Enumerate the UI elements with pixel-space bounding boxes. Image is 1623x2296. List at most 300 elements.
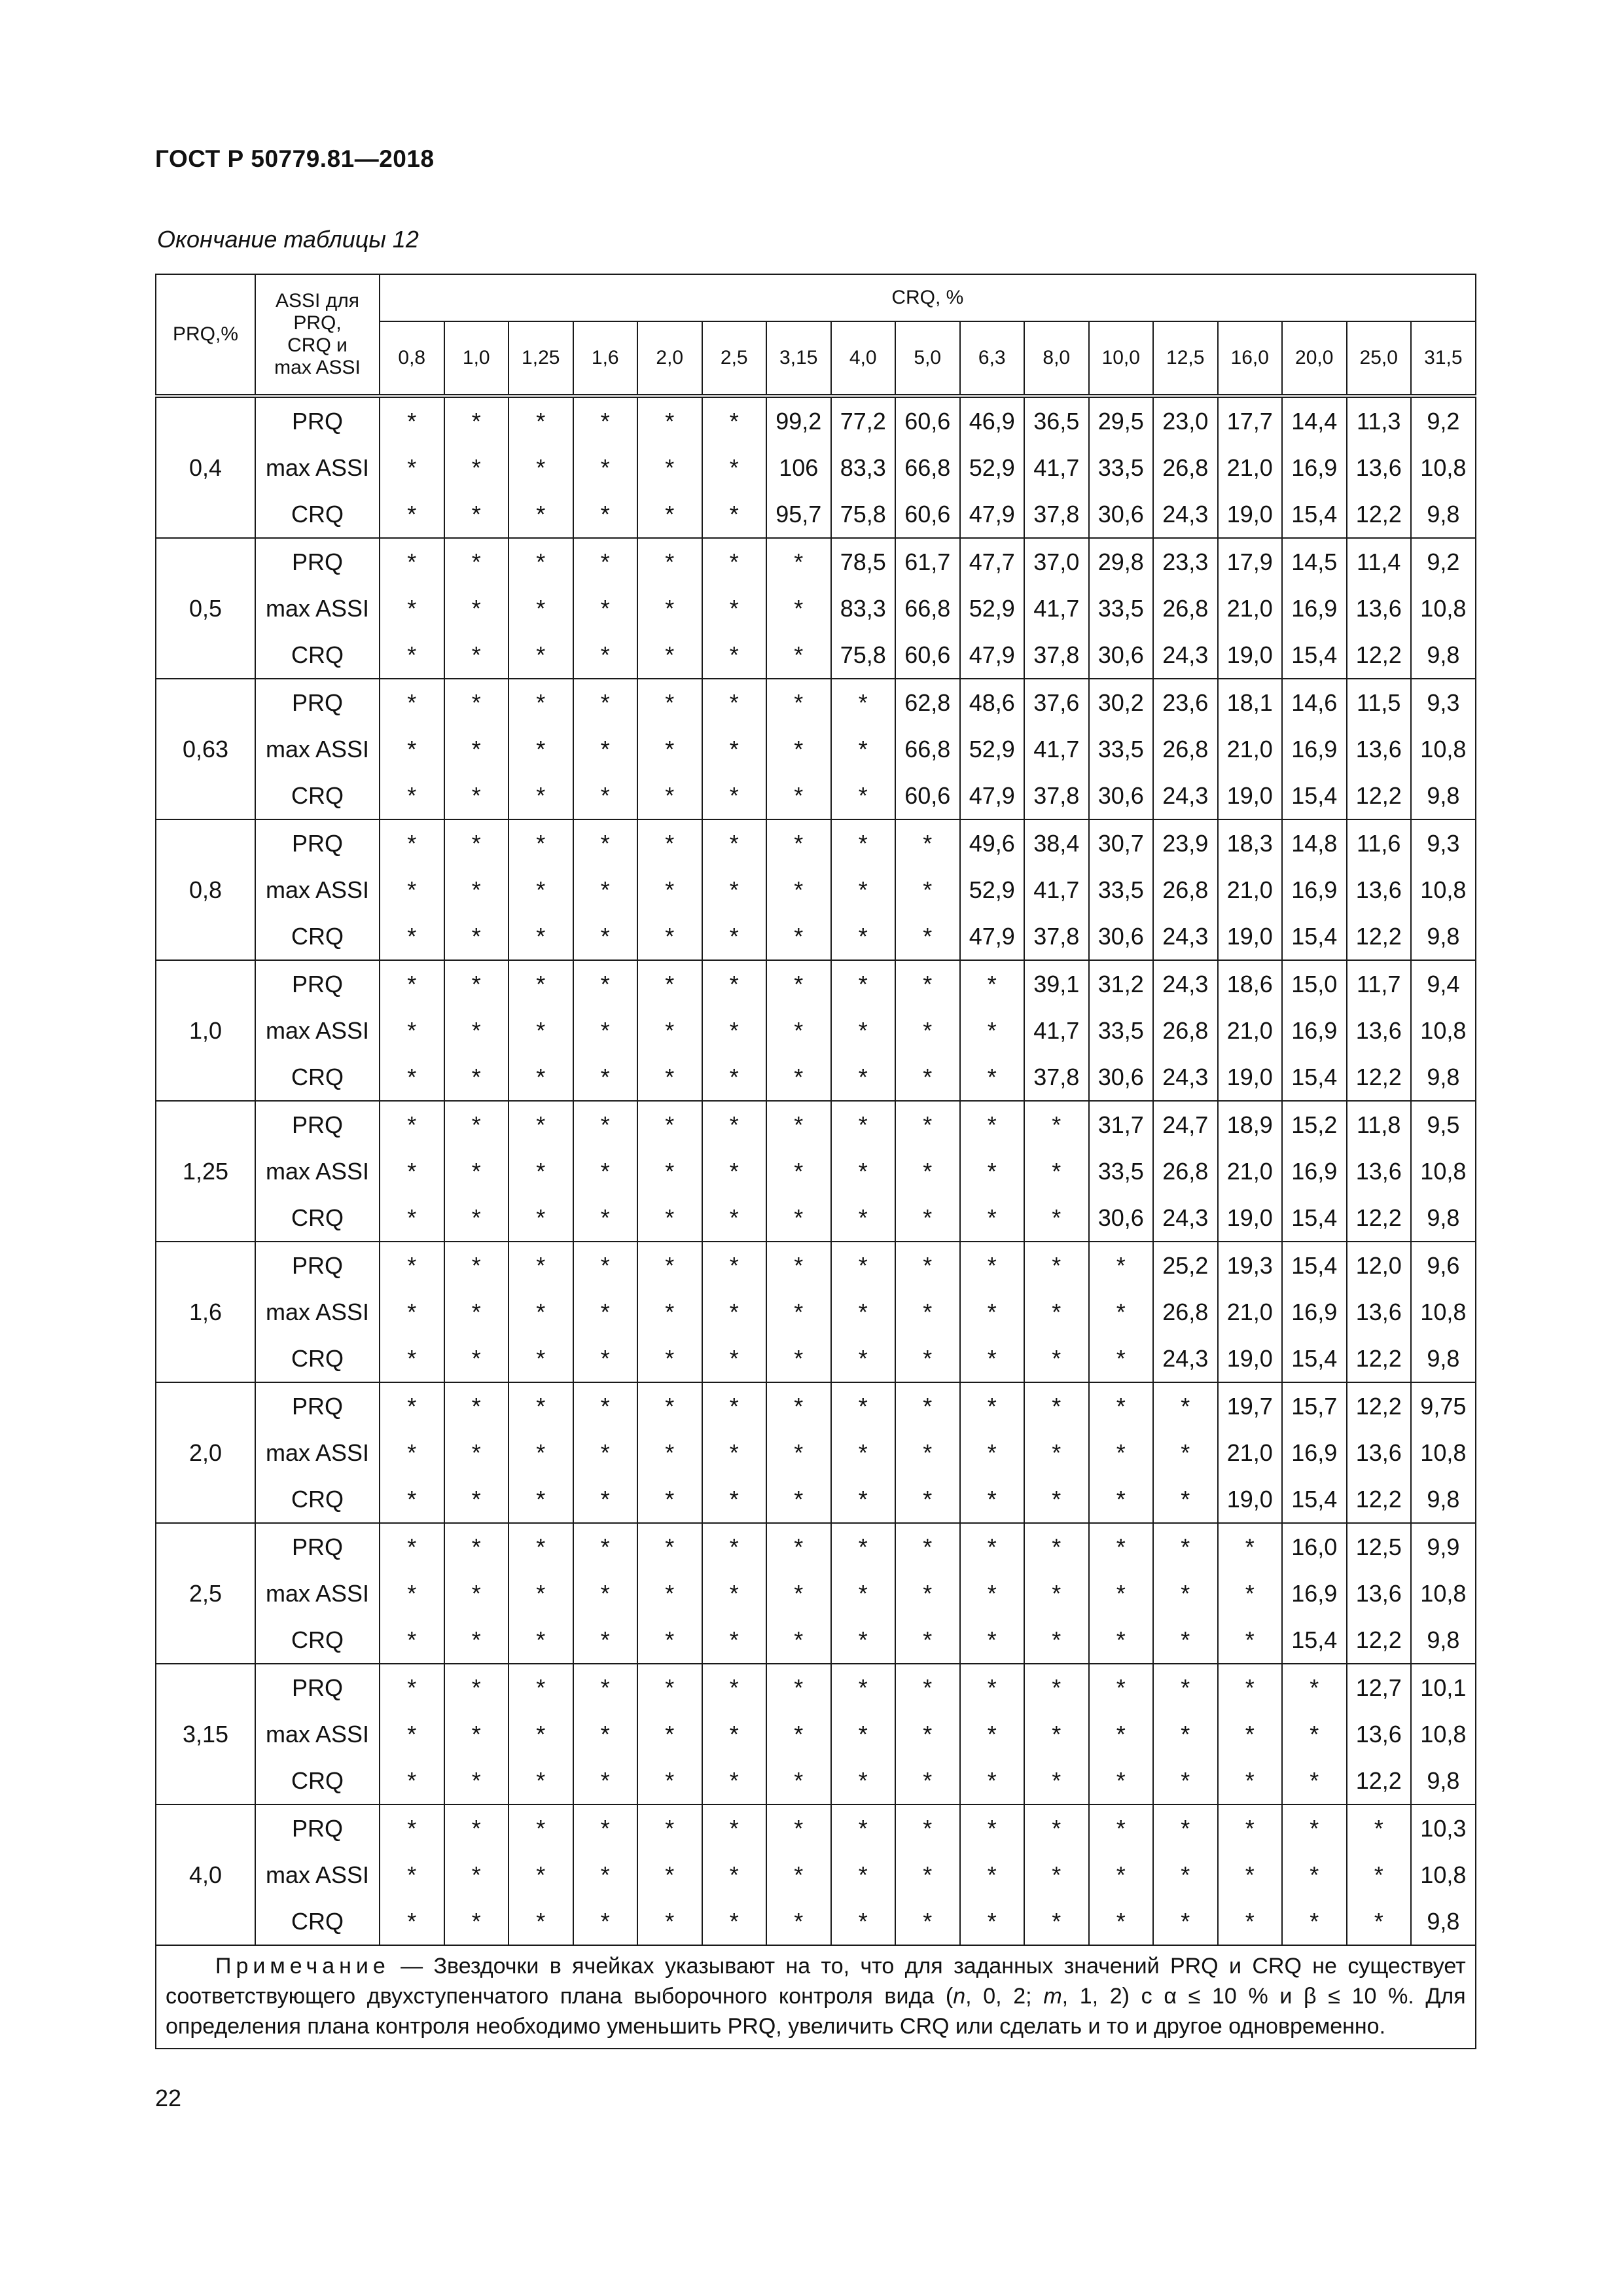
value-cell: * (573, 632, 638, 679)
value-cell: * (444, 1711, 509, 1757)
value-cell: * (573, 1382, 638, 1429)
value-cell: * (831, 1898, 896, 1945)
value-cell: * (766, 1242, 831, 1289)
value-cell: * (380, 538, 444, 585)
value-cell: * (960, 1382, 1025, 1429)
value-cell: 30,6 (1089, 1054, 1154, 1101)
value-cell: * (380, 491, 444, 538)
value-cell: 61,7 (895, 538, 960, 585)
value-cell: * (444, 1101, 509, 1148)
value-cell: 31,7 (1089, 1101, 1154, 1148)
table-caption: Окончание таблицы 12 (157, 226, 419, 253)
value-cell: * (508, 1335, 573, 1382)
value-cell: 9,8 (1411, 1054, 1476, 1101)
value-cell: * (573, 726, 638, 772)
table-row (156, 1148, 1476, 1194)
value-cell: * (444, 1007, 509, 1054)
value-cell: * (895, 1101, 960, 1148)
value-cell: 15,4 (1282, 1242, 1347, 1289)
value-cell: * (637, 913, 702, 960)
table-row (156, 1757, 1476, 1804)
value-cell: * (573, 867, 638, 913)
value-cell: 24,3 (1153, 1335, 1218, 1382)
value-cell: * (508, 491, 573, 538)
value-cell: 19,0 (1218, 491, 1283, 538)
value-cell: 12,5 (1347, 1523, 1412, 1570)
value-cell: 9,2 (1411, 396, 1476, 444)
value-cell: * (508, 444, 573, 491)
value-cell: 15,4 (1282, 772, 1347, 819)
value-cell: 15,4 (1282, 632, 1347, 679)
value-cell: 16,9 (1282, 867, 1347, 913)
value-cell: * (637, 1664, 702, 1711)
value-cell: 24,3 (1153, 491, 1218, 538)
value-cell: * (1089, 1476, 1154, 1523)
value-cell: * (702, 444, 767, 491)
value-cell: 10,8 (1411, 1429, 1476, 1476)
value-cell: * (1153, 1664, 1218, 1711)
value-cell: * (573, 960, 638, 1007)
value-cell: 10,8 (1411, 1289, 1476, 1335)
value-cell: 14,5 (1282, 538, 1347, 585)
crq-value-header: 8,0 (1024, 321, 1089, 396)
value-cell: * (831, 1242, 896, 1289)
value-cell: * (1089, 1335, 1154, 1382)
value-cell: * (1218, 1664, 1283, 1711)
value-cell: * (444, 867, 509, 913)
value-cell: * (702, 1382, 767, 1429)
header-row-top (156, 274, 1476, 321)
value-cell: * (766, 679, 831, 726)
crq-value-header: 20,0 (1282, 321, 1347, 396)
value-cell: 49,6 (960, 819, 1025, 867)
value-cell: * (766, 1898, 831, 1945)
value-cell: * (895, 1898, 960, 1945)
value-cell: * (702, 913, 767, 960)
value-cell: 15,2 (1282, 1101, 1347, 1148)
value-cell: * (831, 1335, 896, 1382)
value-cell: 11,3 (1347, 396, 1412, 444)
value-cell: 23,3 (1153, 538, 1218, 585)
value-cell: 15,0 (1282, 960, 1347, 1007)
row-label-cell: PRQ (255, 396, 380, 444)
value-cell: 83,3 (831, 585, 896, 632)
crq-value-header: 1,6 (573, 321, 638, 396)
value-cell: * (766, 1382, 831, 1429)
row-label-cell: CRQ (255, 1054, 380, 1101)
crq-value-header: 12,5 (1153, 321, 1218, 396)
value-cell: * (444, 679, 509, 726)
value-cell: 26,8 (1153, 867, 1218, 913)
value-cell: 30,6 (1089, 1194, 1154, 1242)
value-cell: * (637, 491, 702, 538)
value-cell: 46,9 (960, 396, 1025, 444)
value-cell: * (895, 1570, 960, 1617)
table-row (156, 679, 1476, 726)
value-cell: * (1024, 1148, 1089, 1194)
table-row (156, 913, 1476, 960)
value-cell: * (637, 1429, 702, 1476)
table-row (156, 632, 1476, 679)
value-cell: * (637, 1054, 702, 1101)
value-cell: 12,2 (1347, 1054, 1412, 1101)
value-cell: * (895, 1194, 960, 1242)
value-cell: 15,4 (1282, 491, 1347, 538)
value-cell: * (380, 444, 444, 491)
value-cell: 21,0 (1218, 1148, 1283, 1194)
row-label-cell: max ASSI (255, 1289, 380, 1335)
value-cell: * (960, 1054, 1025, 1101)
value-cell: * (702, 1523, 767, 1570)
value-cell: * (573, 1523, 638, 1570)
value-cell: 9,8 (1411, 772, 1476, 819)
prq-value-cell: 3,15 (156, 1664, 255, 1804)
value-cell: 52,9 (960, 444, 1025, 491)
value-cell: 66,8 (895, 726, 960, 772)
value-cell: * (508, 1852, 573, 1898)
value-cell: * (508, 1570, 573, 1617)
note-fragment: m (1043, 1984, 1062, 2009)
row-label-cell: PRQ (255, 960, 380, 1007)
value-cell: * (573, 1852, 638, 1898)
value-cell: * (766, 1617, 831, 1664)
value-cell: 16,9 (1282, 726, 1347, 772)
value-cell: 30,6 (1089, 632, 1154, 679)
value-cell: 33,5 (1089, 1007, 1154, 1054)
value-cell: 52,9 (960, 867, 1025, 913)
value-cell: * (444, 1617, 509, 1664)
note-fragment: n (953, 1984, 966, 2009)
value-cell: * (895, 867, 960, 913)
value-cell: * (960, 1664, 1025, 1711)
value-cell: * (637, 396, 702, 444)
value-cell: * (637, 1617, 702, 1664)
label-header-line: PRQ, (293, 312, 342, 334)
table-row (156, 1476, 1476, 1523)
value-cell: 16,9 (1282, 1148, 1347, 1194)
value-cell: * (895, 1242, 960, 1289)
table-row (156, 1711, 1476, 1757)
value-cell: * (702, 1101, 767, 1148)
value-cell: * (444, 1523, 509, 1570)
value-cell: * (1218, 1570, 1283, 1617)
value-cell: 24,3 (1153, 772, 1218, 819)
prq-value-cell: 0,5 (156, 538, 255, 679)
value-cell: 17,9 (1218, 538, 1283, 585)
label-header-line: max ASSI (274, 357, 361, 378)
value-cell: 14,4 (1282, 396, 1347, 444)
value-cell: 13,6 (1347, 585, 1412, 632)
value-cell: 24,3 (1153, 913, 1218, 960)
value-cell: 29,8 (1089, 538, 1154, 585)
value-cell: * (380, 819, 444, 867)
value-cell: * (508, 1242, 573, 1289)
value-cell: * (380, 1852, 444, 1898)
value-cell: 37,8 (1024, 913, 1089, 960)
value-cell: * (380, 1570, 444, 1617)
value-cell: 9,8 (1411, 632, 1476, 679)
value-cell: * (766, 1148, 831, 1194)
value-cell: * (573, 585, 638, 632)
crq-value-header: 3,15 (766, 321, 831, 396)
value-cell: * (573, 1664, 638, 1711)
value-cell: 19,0 (1218, 632, 1283, 679)
crq-value-header: 16,0 (1218, 321, 1283, 396)
value-cell: * (444, 1476, 509, 1523)
value-cell: * (637, 1101, 702, 1148)
value-cell: 15,4 (1282, 1617, 1347, 1664)
value-cell: * (380, 1194, 444, 1242)
value-cell: * (1153, 1523, 1218, 1570)
row-label-cell: PRQ (255, 679, 380, 726)
value-cell: 47,9 (960, 913, 1025, 960)
value-cell: * (508, 960, 573, 1007)
value-cell: * (380, 1664, 444, 1711)
value-cell: * (637, 867, 702, 913)
value-cell: * (766, 1664, 831, 1711)
value-cell: * (508, 1054, 573, 1101)
value-cell: 10,8 (1411, 1570, 1476, 1617)
value-cell: * (1089, 1382, 1154, 1429)
value-cell: * (1282, 1852, 1347, 1898)
value-cell: 19,0 (1218, 913, 1283, 960)
value-cell: 10,8 (1411, 726, 1476, 772)
value-cell: * (380, 1898, 444, 1945)
value-cell: 9,8 (1411, 491, 1476, 538)
value-cell: 75,8 (831, 632, 896, 679)
note-fragment: , 1, 2) с α ≤ 10 % и β ≤ 10 %. Для определения плана контроля необходимо уменьшить PRQ, увеличить CRQ или сделать и то и другое одновременно. (166, 1984, 1466, 2039)
prq-value-cell: 0,63 (156, 679, 255, 819)
value-cell: * (444, 1289, 509, 1335)
value-cell: 95,7 (766, 491, 831, 538)
prq-value-cell: 4,0 (156, 1804, 255, 1945)
value-cell: * (444, 1570, 509, 1617)
crq-group-header: CRQ, % (380, 274, 1476, 321)
value-cell: * (444, 538, 509, 585)
value-cell: * (1024, 1429, 1089, 1476)
value-cell: * (702, 772, 767, 819)
value-cell: * (508, 679, 573, 726)
value-cell: 77,2 (831, 396, 896, 444)
value-cell: * (380, 1757, 444, 1804)
note-row (156, 1945, 1476, 2049)
row-label-cell: max ASSI (255, 1148, 380, 1194)
value-cell: 9,75 (1411, 1382, 1476, 1429)
value-cell: 13,6 (1347, 1711, 1412, 1757)
value-cell: * (895, 1007, 960, 1054)
value-cell: * (380, 1054, 444, 1101)
value-cell: * (831, 960, 896, 1007)
table-row (156, 726, 1476, 772)
value-cell: 10,8 (1411, 1852, 1476, 1898)
value-cell: * (380, 396, 444, 444)
value-cell: 11,6 (1347, 819, 1412, 867)
value-cell: * (1024, 1382, 1089, 1429)
table-row (156, 1523, 1476, 1570)
row-label-cell: CRQ (255, 1335, 380, 1382)
value-cell: * (895, 1664, 960, 1711)
value-cell: * (637, 960, 702, 1007)
value-cell: * (831, 1194, 896, 1242)
table-row (156, 1335, 1476, 1382)
value-cell: * (766, 1804, 831, 1852)
value-cell: 13,6 (1347, 444, 1412, 491)
value-cell: * (1218, 1617, 1283, 1664)
value-cell: * (380, 1523, 444, 1570)
row-label-cell: CRQ (255, 1617, 380, 1664)
value-cell: * (573, 1289, 638, 1335)
table-row (156, 1194, 1476, 1242)
value-cell: * (1218, 1898, 1283, 1945)
value-cell: * (637, 1194, 702, 1242)
value-cell: 16,0 (1282, 1523, 1347, 1570)
value-cell: 41,7 (1024, 726, 1089, 772)
value-cell: * (573, 819, 638, 867)
value-cell: * (380, 1148, 444, 1194)
value-cell: * (831, 679, 896, 726)
value-cell: 10,8 (1411, 1007, 1476, 1054)
value-cell: 16,9 (1282, 1429, 1347, 1476)
data-table (155, 274, 1476, 2049)
value-cell: 23,6 (1153, 679, 1218, 726)
value-cell: * (766, 1852, 831, 1898)
value-cell: 60,6 (895, 632, 960, 679)
value-cell: * (380, 960, 444, 1007)
value-cell: * (702, 1148, 767, 1194)
crq-value-header: 0,8 (380, 321, 444, 396)
value-cell: * (895, 1335, 960, 1382)
value-cell: * (831, 1476, 896, 1523)
value-cell: * (573, 1617, 638, 1664)
value-cell: * (766, 772, 831, 819)
value-cell: * (444, 491, 509, 538)
value-cell: * (1089, 1804, 1154, 1852)
value-cell: * (508, 1804, 573, 1852)
value-cell: * (766, 1523, 831, 1570)
value-cell: * (444, 1664, 509, 1711)
value-cell: * (1024, 1852, 1089, 1898)
value-cell: 23,0 (1153, 396, 1218, 444)
value-cell: * (960, 1007, 1025, 1054)
value-cell: * (573, 1335, 638, 1382)
value-cell: 60,6 (895, 772, 960, 819)
value-cell: * (1218, 1711, 1283, 1757)
value-cell: * (444, 632, 509, 679)
value-cell: * (573, 1148, 638, 1194)
value-cell: 19,3 (1218, 1242, 1283, 1289)
value-cell: * (702, 1242, 767, 1289)
value-cell: 14,6 (1282, 679, 1347, 726)
value-cell: * (1153, 1898, 1218, 1945)
crq-value-header: 25,0 (1347, 321, 1412, 396)
value-cell: 21,0 (1218, 444, 1283, 491)
value-cell: * (1024, 1617, 1089, 1664)
value-cell: * (380, 1617, 444, 1664)
value-cell: 66,8 (895, 585, 960, 632)
value-cell: * (380, 679, 444, 726)
value-cell: * (702, 1570, 767, 1617)
value-cell: * (380, 585, 444, 632)
value-cell: * (702, 1289, 767, 1335)
value-cell: 9,8 (1411, 1617, 1476, 1664)
value-cell: 13,6 (1347, 1429, 1412, 1476)
value-cell: 39,1 (1024, 960, 1089, 1007)
value-cell: * (702, 1194, 767, 1242)
note-fragment: — Звездочки в ячейках указывают на то, что для заданных значений PRQ и CRQ не существует соответствующего двухступенчатого плана выборочного контроля вида ( (166, 1954, 1466, 2009)
value-cell: * (766, 819, 831, 867)
value-cell: * (444, 1898, 509, 1945)
row-label-cell: max ASSI (255, 867, 380, 913)
value-cell: * (380, 772, 444, 819)
value-cell: 10,8 (1411, 867, 1476, 913)
value-cell: 10,8 (1411, 1148, 1476, 1194)
value-cell: 24,3 (1153, 1054, 1218, 1101)
value-cell: * (895, 1476, 960, 1523)
value-cell: * (380, 1382, 444, 1429)
value-cell: * (444, 396, 509, 444)
value-cell: * (573, 1429, 638, 1476)
value-cell: * (573, 679, 638, 726)
value-cell: 12,2 (1347, 1194, 1412, 1242)
value-cell: 19,0 (1218, 1194, 1283, 1242)
row-label-cell: PRQ (255, 1242, 380, 1289)
value-cell: * (960, 1757, 1025, 1804)
value-cell: * (766, 1194, 831, 1242)
value-cell: * (637, 1382, 702, 1429)
prq-value-cell: 0,4 (156, 396, 255, 538)
value-cell: * (1153, 1429, 1218, 1476)
value-cell: 37,8 (1024, 772, 1089, 819)
value-cell: * (1153, 1852, 1218, 1898)
value-cell: * (1024, 1711, 1089, 1757)
value-cell: * (573, 1194, 638, 1242)
value-cell: * (960, 1335, 1025, 1382)
value-cell: * (508, 1101, 573, 1148)
value-cell: 9,6 (1411, 1242, 1476, 1289)
row-label-cell: CRQ (255, 491, 380, 538)
value-cell: * (960, 1194, 1025, 1242)
value-cell: * (895, 1382, 960, 1429)
value-cell: 37,0 (1024, 538, 1089, 585)
value-cell: 9,2 (1411, 538, 1476, 585)
value-cell: * (1089, 1757, 1154, 1804)
value-cell: * (637, 538, 702, 585)
value-cell: 66,8 (895, 444, 960, 491)
value-cell: * (380, 1711, 444, 1757)
row-label-cell: PRQ (255, 819, 380, 867)
row-label-cell: PRQ (255, 1101, 380, 1148)
value-cell: 47,7 (960, 538, 1025, 585)
standard-code: ГОСТ Р 50779.81—2018 (155, 145, 435, 172)
value-cell: * (380, 726, 444, 772)
table-note (156, 1945, 1476, 2049)
value-cell: 36,5 (1024, 396, 1089, 444)
page-number: 22 (155, 2085, 182, 2111)
value-cell: * (380, 632, 444, 679)
value-cell: 30,2 (1089, 679, 1154, 726)
value-cell: * (1024, 1804, 1089, 1852)
value-cell: * (766, 538, 831, 585)
value-cell: 9,8 (1411, 1194, 1476, 1242)
table-row (156, 585, 1476, 632)
table-row (156, 819, 1476, 867)
row-label-cell: max ASSI (255, 1711, 380, 1757)
value-cell: * (573, 1101, 638, 1148)
value-cell: 12,2 (1347, 913, 1412, 960)
value-cell: * (960, 1242, 1025, 1289)
value-cell: 21,0 (1218, 867, 1283, 913)
row-label-cell: PRQ (255, 1382, 380, 1429)
